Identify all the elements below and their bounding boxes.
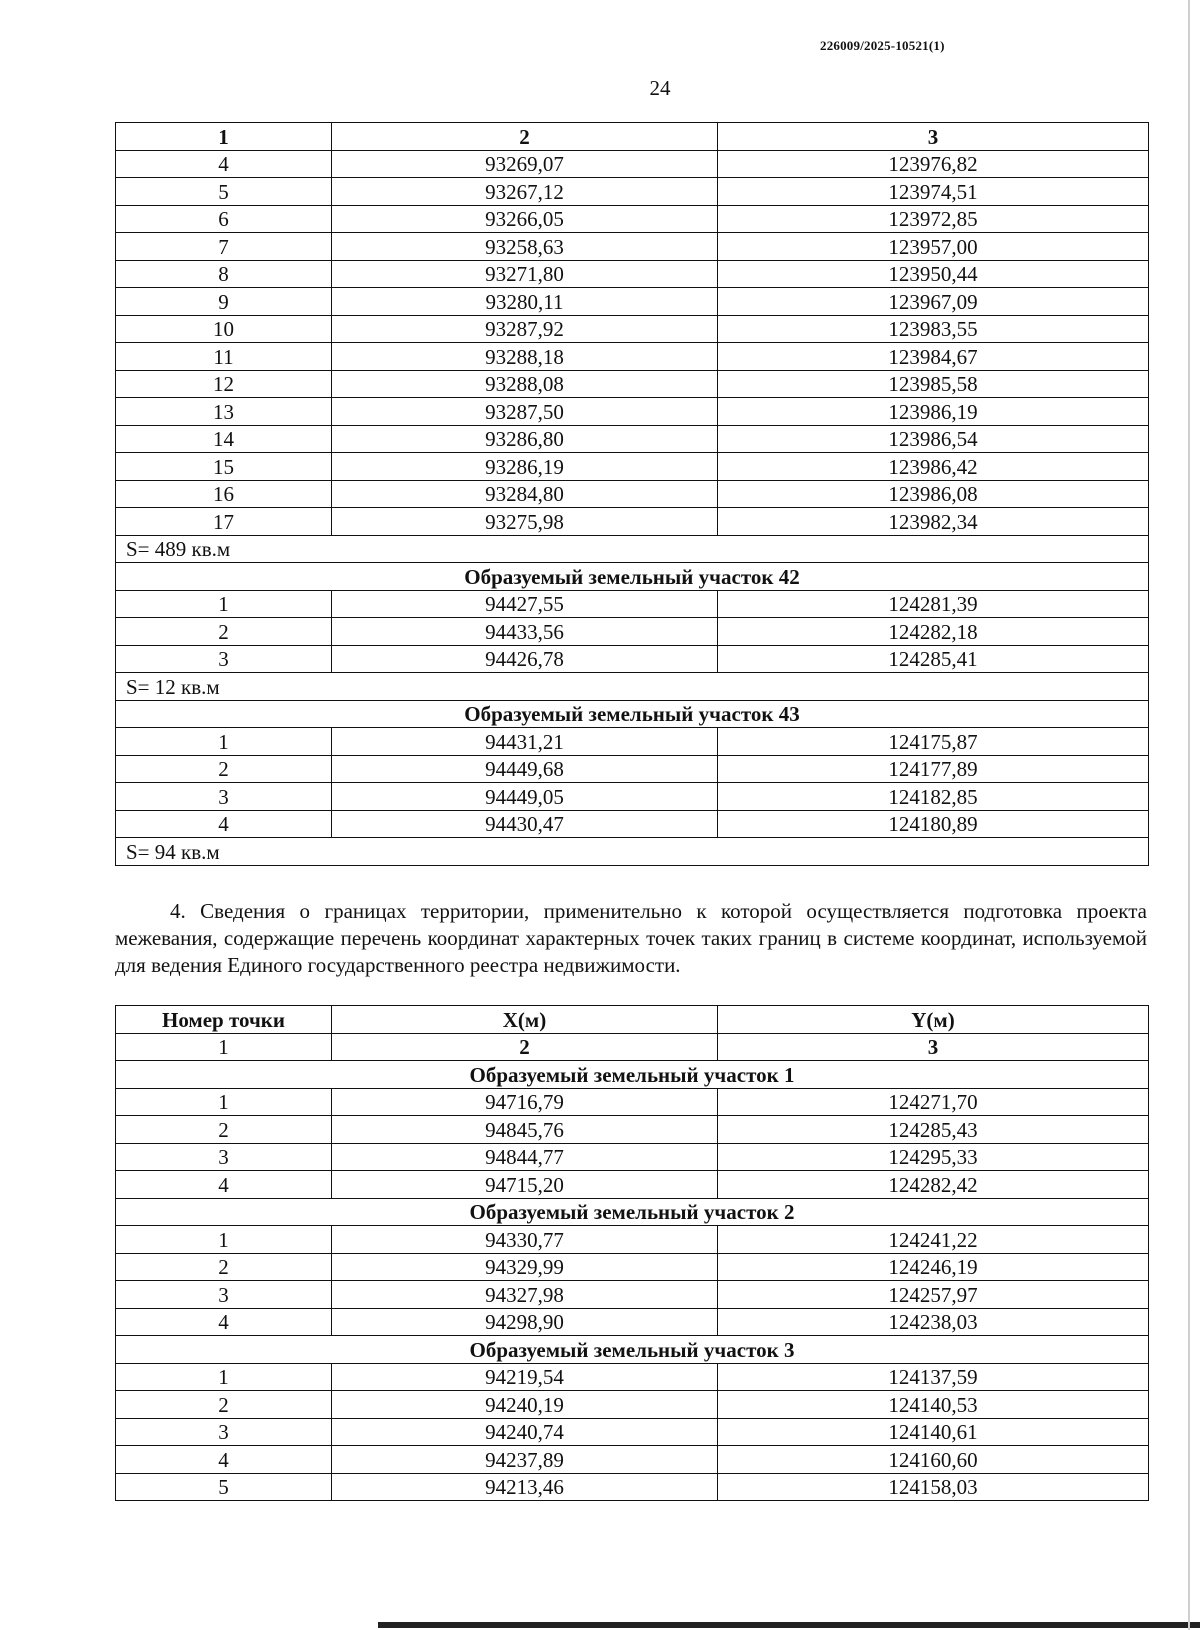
x-coordinate: 94449,68 <box>332 755 718 783</box>
y-coordinate: 124285,41 <box>718 645 1149 673</box>
point-number: 2 <box>116 618 332 646</box>
y-coordinate: 124282,18 <box>718 618 1149 646</box>
point-row <box>116 1446 1149 1474</box>
point-row <box>116 178 1149 206</box>
y-coordinate: 124281,39 <box>718 590 1149 618</box>
point-row <box>116 1473 1149 1501</box>
header-row <box>116 1006 1149 1034</box>
y-coordinate: 123957,00 <box>718 233 1149 261</box>
point-row <box>116 1088 1149 1116</box>
point-number: 16 <box>116 480 332 508</box>
y-coordinate: 124182,85 <box>718 783 1149 811</box>
point-number: 14 <box>116 425 332 453</box>
point-number: 5 <box>116 178 332 206</box>
point-number: 3 <box>116 645 332 673</box>
column-number-3: 3 <box>718 123 1149 151</box>
plot-title-row <box>116 1061 1149 1089</box>
y-coordinate: 123986,42 <box>718 453 1149 481</box>
point-number: 9 <box>116 288 332 316</box>
point-number: 4 <box>116 810 332 838</box>
y-coordinate: 123986,54 <box>718 425 1149 453</box>
point-number: 7 <box>116 233 332 261</box>
y-coordinate: 124140,53 <box>718 1391 1149 1419</box>
y-coordinate: 123984,67 <box>718 343 1149 371</box>
x-coordinate: 93287,50 <box>332 398 718 426</box>
point-row <box>116 1143 1149 1171</box>
point-number: 4 <box>116 1446 332 1474</box>
column-number-3: 3 <box>718 1033 1149 1061</box>
point-row <box>116 1116 1149 1144</box>
x-coordinate: 94427,55 <box>332 590 718 618</box>
y-coordinate: 124177,89 <box>718 755 1149 783</box>
point-row <box>116 1391 1149 1419</box>
point-row <box>116 315 1149 343</box>
point-number: 2 <box>116 1253 332 1281</box>
x-coordinate: 94240,19 <box>332 1391 718 1419</box>
y-coordinate: 124282,42 <box>718 1171 1149 1199</box>
plot-title-2: Образуемый земельный участок 2 <box>116 1198 1149 1226</box>
y-coordinate: 124285,43 <box>718 1116 1149 1144</box>
y-coordinate: 123986,19 <box>718 398 1149 426</box>
plot-title-row <box>116 1336 1149 1364</box>
point-row <box>116 150 1149 178</box>
x-coordinate: 94715,20 <box>332 1171 718 1199</box>
x-coordinate: 94240,74 <box>332 1418 718 1446</box>
point-row <box>116 508 1149 536</box>
point-number: 12 <box>116 370 332 398</box>
y-coordinate: 123967,09 <box>718 288 1149 316</box>
header-y: Y(м) <box>718 1006 1149 1034</box>
x-coordinate: 94213,46 <box>332 1473 718 1501</box>
y-coordinate: 123983,55 <box>718 315 1149 343</box>
plot-1-point-rows <box>116 1088 1149 1198</box>
y-coordinate: 123976,82 <box>718 150 1149 178</box>
y-coordinate: 124137,59 <box>718 1363 1149 1391</box>
point-row <box>116 260 1149 288</box>
point-number: 6 <box>116 205 332 233</box>
y-coordinate: 123982,34 <box>718 508 1149 536</box>
x-coordinate: 94298,90 <box>332 1308 718 1336</box>
plot-3-point-rows <box>116 1363 1149 1501</box>
x-coordinate: 93267,12 <box>332 178 718 206</box>
column-number-1: 1 <box>116 123 332 151</box>
section-4-paragraph: 4. Сведения о границах территории, применительно к которой осуществляется подготовка проекта межевания, содержащие перечень координат характерных точек таких границ в системе координат, используемой для ведения Единого государственного реестра недвижимости. <box>115 899 1147 977</box>
y-coordinate: 123985,58 <box>718 370 1149 398</box>
x-coordinate: 94433,56 <box>332 618 718 646</box>
header-point-number: Номер точки <box>116 1006 332 1034</box>
header-x: X(м) <box>332 1006 718 1034</box>
y-coordinate: 124160,60 <box>718 1446 1149 1474</box>
y-coordinate: 123972,85 <box>718 205 1149 233</box>
x-coordinate: 93258,63 <box>332 233 718 261</box>
point-row <box>116 1253 1149 1281</box>
point-number: 4 <box>116 150 332 178</box>
point-row <box>116 398 1149 426</box>
x-coordinate: 94844,77 <box>332 1143 718 1171</box>
coordinates-table-continued <box>115 122 1149 866</box>
x-coordinate: 94327,98 <box>332 1281 718 1309</box>
y-coordinate: 124241,22 <box>718 1226 1149 1254</box>
y-coordinate: 124175,87 <box>718 728 1149 756</box>
y-coordinate: 123974,51 <box>718 178 1149 206</box>
page-number: 24 <box>649 76 671 100</box>
x-coordinate: 94426,78 <box>332 645 718 673</box>
x-coordinate: 94219,54 <box>332 1363 718 1391</box>
point-number: 2 <box>116 1391 332 1419</box>
point-row <box>116 1226 1149 1254</box>
y-coordinate: 124271,70 <box>718 1088 1149 1116</box>
point-number: 3 <box>116 1418 332 1446</box>
plot-title-1: Образуемый земельный участок 1 <box>116 1061 1149 1089</box>
plot-title-row <box>116 700 1149 728</box>
y-coordinate: 123986,08 <box>718 480 1149 508</box>
point-number: 17 <box>116 508 332 536</box>
area-row <box>116 838 1149 866</box>
x-coordinate: 93286,19 <box>332 453 718 481</box>
plot-title-row <box>116 1198 1149 1226</box>
point-number: 2 <box>116 755 332 783</box>
point-number: 5 <box>116 1473 332 1501</box>
x-coordinate: 94431,21 <box>332 728 718 756</box>
point-row <box>116 1308 1149 1336</box>
point-row <box>116 645 1149 673</box>
x-coordinate: 94330,77 <box>332 1226 718 1254</box>
x-coordinate: 93271,80 <box>332 260 718 288</box>
column-number-1: 1 <box>116 1033 332 1061</box>
y-coordinate: 124158,03 <box>718 1473 1149 1501</box>
column-number-2: 2 <box>332 1033 718 1061</box>
point-number: 1 <box>116 728 332 756</box>
point-number: 10 <box>116 315 332 343</box>
point-row <box>116 1418 1149 1446</box>
plot-42-point-rows <box>116 590 1149 673</box>
area-value: S= 489 кв.м <box>116 535 1149 563</box>
point-row <box>116 480 1149 508</box>
y-coordinate: 124257,97 <box>718 1281 1149 1309</box>
x-coordinate: 93288,18 <box>332 343 718 371</box>
x-coordinate: 93266,05 <box>332 205 718 233</box>
point-number: 11 <box>116 343 332 371</box>
point-row <box>116 425 1149 453</box>
x-coordinate: 93287,92 <box>332 315 718 343</box>
point-rows-continued <box>116 150 1149 535</box>
point-row <box>116 233 1149 261</box>
x-coordinate: 94430,47 <box>332 810 718 838</box>
plot-title-42: Образуемый земельный участок 42 <box>116 563 1149 591</box>
plot-43-point-rows <box>116 728 1149 838</box>
point-number: 1 <box>116 1363 332 1391</box>
y-coordinate: 124180,89 <box>718 810 1149 838</box>
point-row <box>116 783 1149 811</box>
point-row <box>116 1171 1149 1199</box>
x-coordinate: 93280,11 <box>332 288 718 316</box>
y-coordinate: 124238,03 <box>718 1308 1149 1336</box>
point-number: 8 <box>116 260 332 288</box>
point-number: 1 <box>116 590 332 618</box>
point-number: 13 <box>116 398 332 426</box>
column-number-row <box>116 123 1149 151</box>
scan-bottom-rule <box>378 1622 1200 1628</box>
point-row <box>116 590 1149 618</box>
x-coordinate: 94716,79 <box>332 1088 718 1116</box>
point-row <box>116 205 1149 233</box>
y-coordinate: 124246,19 <box>718 1253 1149 1281</box>
plot-2-point-rows <box>116 1226 1149 1336</box>
document-registration-number: 226009/2025-10521(1) <box>820 38 945 53</box>
x-coordinate: 94449,05 <box>332 783 718 811</box>
point-number: 15 <box>116 453 332 481</box>
x-coordinate: 93275,98 <box>332 508 718 536</box>
area-row <box>116 535 1149 563</box>
plot-42-area: S= 12 кв.м <box>116 673 1149 701</box>
point-row <box>116 453 1149 481</box>
plot-title-row <box>116 563 1149 591</box>
column-number-row <box>116 1033 1149 1061</box>
point-number: 3 <box>116 1281 332 1309</box>
y-coordinate: 124140,61 <box>718 1418 1149 1446</box>
point-row <box>116 755 1149 783</box>
x-coordinate: 94237,89 <box>332 1446 718 1474</box>
territory-boundary-coordinates-table <box>115 1005 1149 1501</box>
column-number-2: 2 <box>332 123 718 151</box>
x-coordinate: 93286,80 <box>332 425 718 453</box>
point-number: 1 <box>116 1088 332 1116</box>
scan-edge-line <box>1188 0 1190 1630</box>
point-row <box>116 1363 1149 1391</box>
point-number: 2 <box>116 1116 332 1144</box>
point-number: 1 <box>116 1226 332 1254</box>
x-coordinate: 93284,80 <box>332 480 718 508</box>
x-coordinate: 94329,99 <box>332 1253 718 1281</box>
point-row <box>116 728 1149 756</box>
point-number: 3 <box>116 783 332 811</box>
point-number: 4 <box>116 1171 332 1199</box>
plot-43-area: S= 94 кв.м <box>116 838 1149 866</box>
point-row <box>116 288 1149 316</box>
area-row <box>116 673 1149 701</box>
point-row <box>116 343 1149 371</box>
point-number: 4 <box>116 1308 332 1336</box>
point-row <box>116 810 1149 838</box>
y-coordinate: 123950,44 <box>718 260 1149 288</box>
plot-title-43: Образуемый земельный участок 43 <box>116 700 1149 728</box>
x-coordinate: 94845,76 <box>332 1116 718 1144</box>
plot-title-3: Образуемый земельный участок 3 <box>116 1336 1149 1364</box>
x-coordinate: 93269,07 <box>332 150 718 178</box>
x-coordinate: 93288,08 <box>332 370 718 398</box>
y-coordinate: 124295,33 <box>718 1143 1149 1171</box>
point-row <box>116 618 1149 646</box>
point-row <box>116 370 1149 398</box>
point-number: 3 <box>116 1143 332 1171</box>
point-row <box>116 1281 1149 1309</box>
